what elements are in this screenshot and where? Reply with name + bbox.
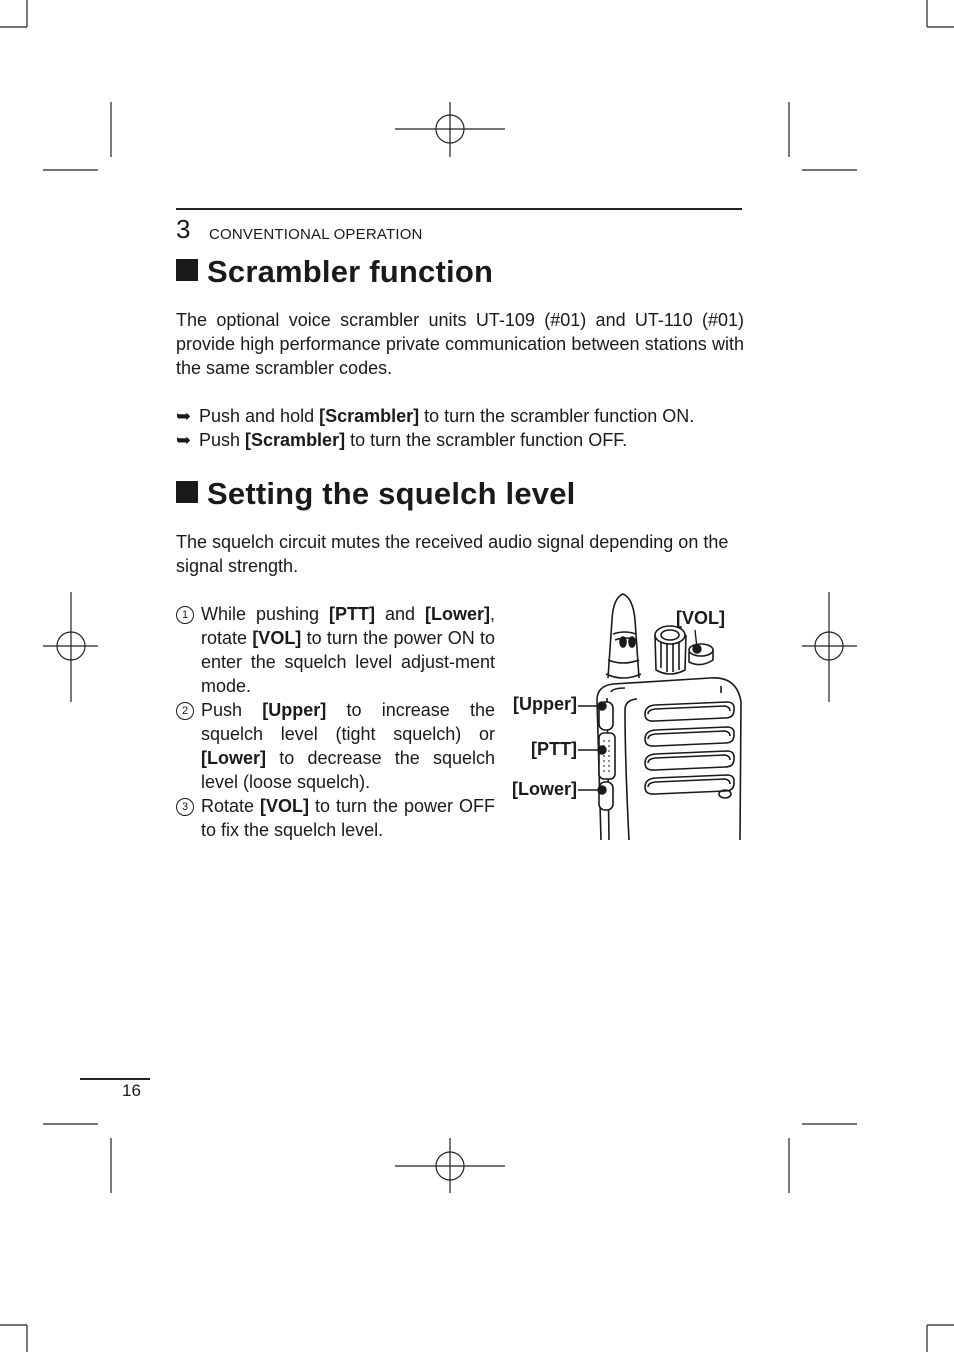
scrambler-key-label: [Scrambler] xyxy=(319,406,420,426)
footer-rule xyxy=(80,1078,150,1080)
step-text: to increase the squelch level (tight squelch) or xyxy=(201,700,496,744)
step-3 xyxy=(176,794,495,842)
radio-drawing xyxy=(505,590,750,845)
step-1 xyxy=(176,602,495,698)
registration-target-left xyxy=(43,592,98,702)
callout-ptt: [PTT] xyxy=(531,739,577,759)
chapter-number: 3 xyxy=(176,214,191,244)
bullet-item xyxy=(176,428,694,452)
bullet-text: Push xyxy=(199,430,246,450)
radio-illustration xyxy=(505,590,750,845)
page-number: 16 xyxy=(122,1081,141,1100)
registration-target-bottom xyxy=(395,1138,505,1193)
arrow-icon: ➥ xyxy=(176,406,192,426)
squelch-title-text: Setting the squelch level xyxy=(207,476,576,511)
step-text: , rotate xyxy=(201,604,495,648)
callout-upper: [Upper] xyxy=(513,694,577,714)
step-text: Rotate xyxy=(201,796,261,816)
step-text: to turn the power OFF to fix the squelch level. xyxy=(201,796,495,840)
chapter-title: CONVENTIONAL OPERATION xyxy=(209,226,423,243)
key-label: [PTT] xyxy=(329,604,375,624)
callout-vol: [VOL] xyxy=(676,608,725,628)
step-number-circle: 2 xyxy=(176,702,194,720)
step-text: and xyxy=(375,604,425,624)
key-label: [Lower] xyxy=(424,604,490,624)
section-square-icon xyxy=(176,259,198,281)
section-square-icon xyxy=(176,481,198,503)
bullet-text: to turn the scrambler function ON. xyxy=(419,406,695,426)
header-rule xyxy=(176,208,742,210)
scrambler-intro xyxy=(176,308,744,380)
step-number-circle: 3 xyxy=(176,798,194,816)
callout-lower: [Lower] xyxy=(512,779,577,799)
squelch-steps xyxy=(176,602,495,842)
step-text: Push xyxy=(201,700,263,720)
scrambler-intro-text: The optional voice scrambler units UT-109 (#01) and UT-110 (#01) provide high performance private communication between stations with the same scrambler codes. xyxy=(176,310,744,378)
squelch-intro xyxy=(176,530,744,578)
step-text: to turn the power ON to enter the squelch level adjust-ment mode. xyxy=(201,628,496,696)
step-text: to decrease the squelch level (loose squelch). xyxy=(201,748,495,792)
registration-target-top xyxy=(395,102,505,157)
key-label: [VOL] xyxy=(252,628,302,648)
arrow-icon: ➥ xyxy=(176,430,192,450)
scrambler-section-title xyxy=(176,254,493,290)
registration-target-right xyxy=(802,592,857,702)
key-label: [Upper] xyxy=(262,700,327,720)
step-number-circle: 1 xyxy=(176,606,194,624)
key-label: [VOL] xyxy=(260,796,310,816)
step-2 xyxy=(176,698,495,794)
squelch-section-title xyxy=(176,476,575,512)
scrambler-bullets xyxy=(176,404,694,452)
key-label: [Lower] xyxy=(201,748,266,768)
bullet-text: Push and hold xyxy=(199,406,320,426)
scrambler-title-text: Scrambler function xyxy=(207,254,494,289)
squelch-intro-text: The squelch circuit mutes the received audio signal depending on the signal strength. xyxy=(176,532,729,576)
bullet-item xyxy=(176,404,694,428)
scrambler-key-label: [Scrambler] xyxy=(245,430,346,450)
bullet-text: to turn the scrambler function OFF. xyxy=(345,430,628,450)
step-text: While pushing xyxy=(201,604,330,624)
